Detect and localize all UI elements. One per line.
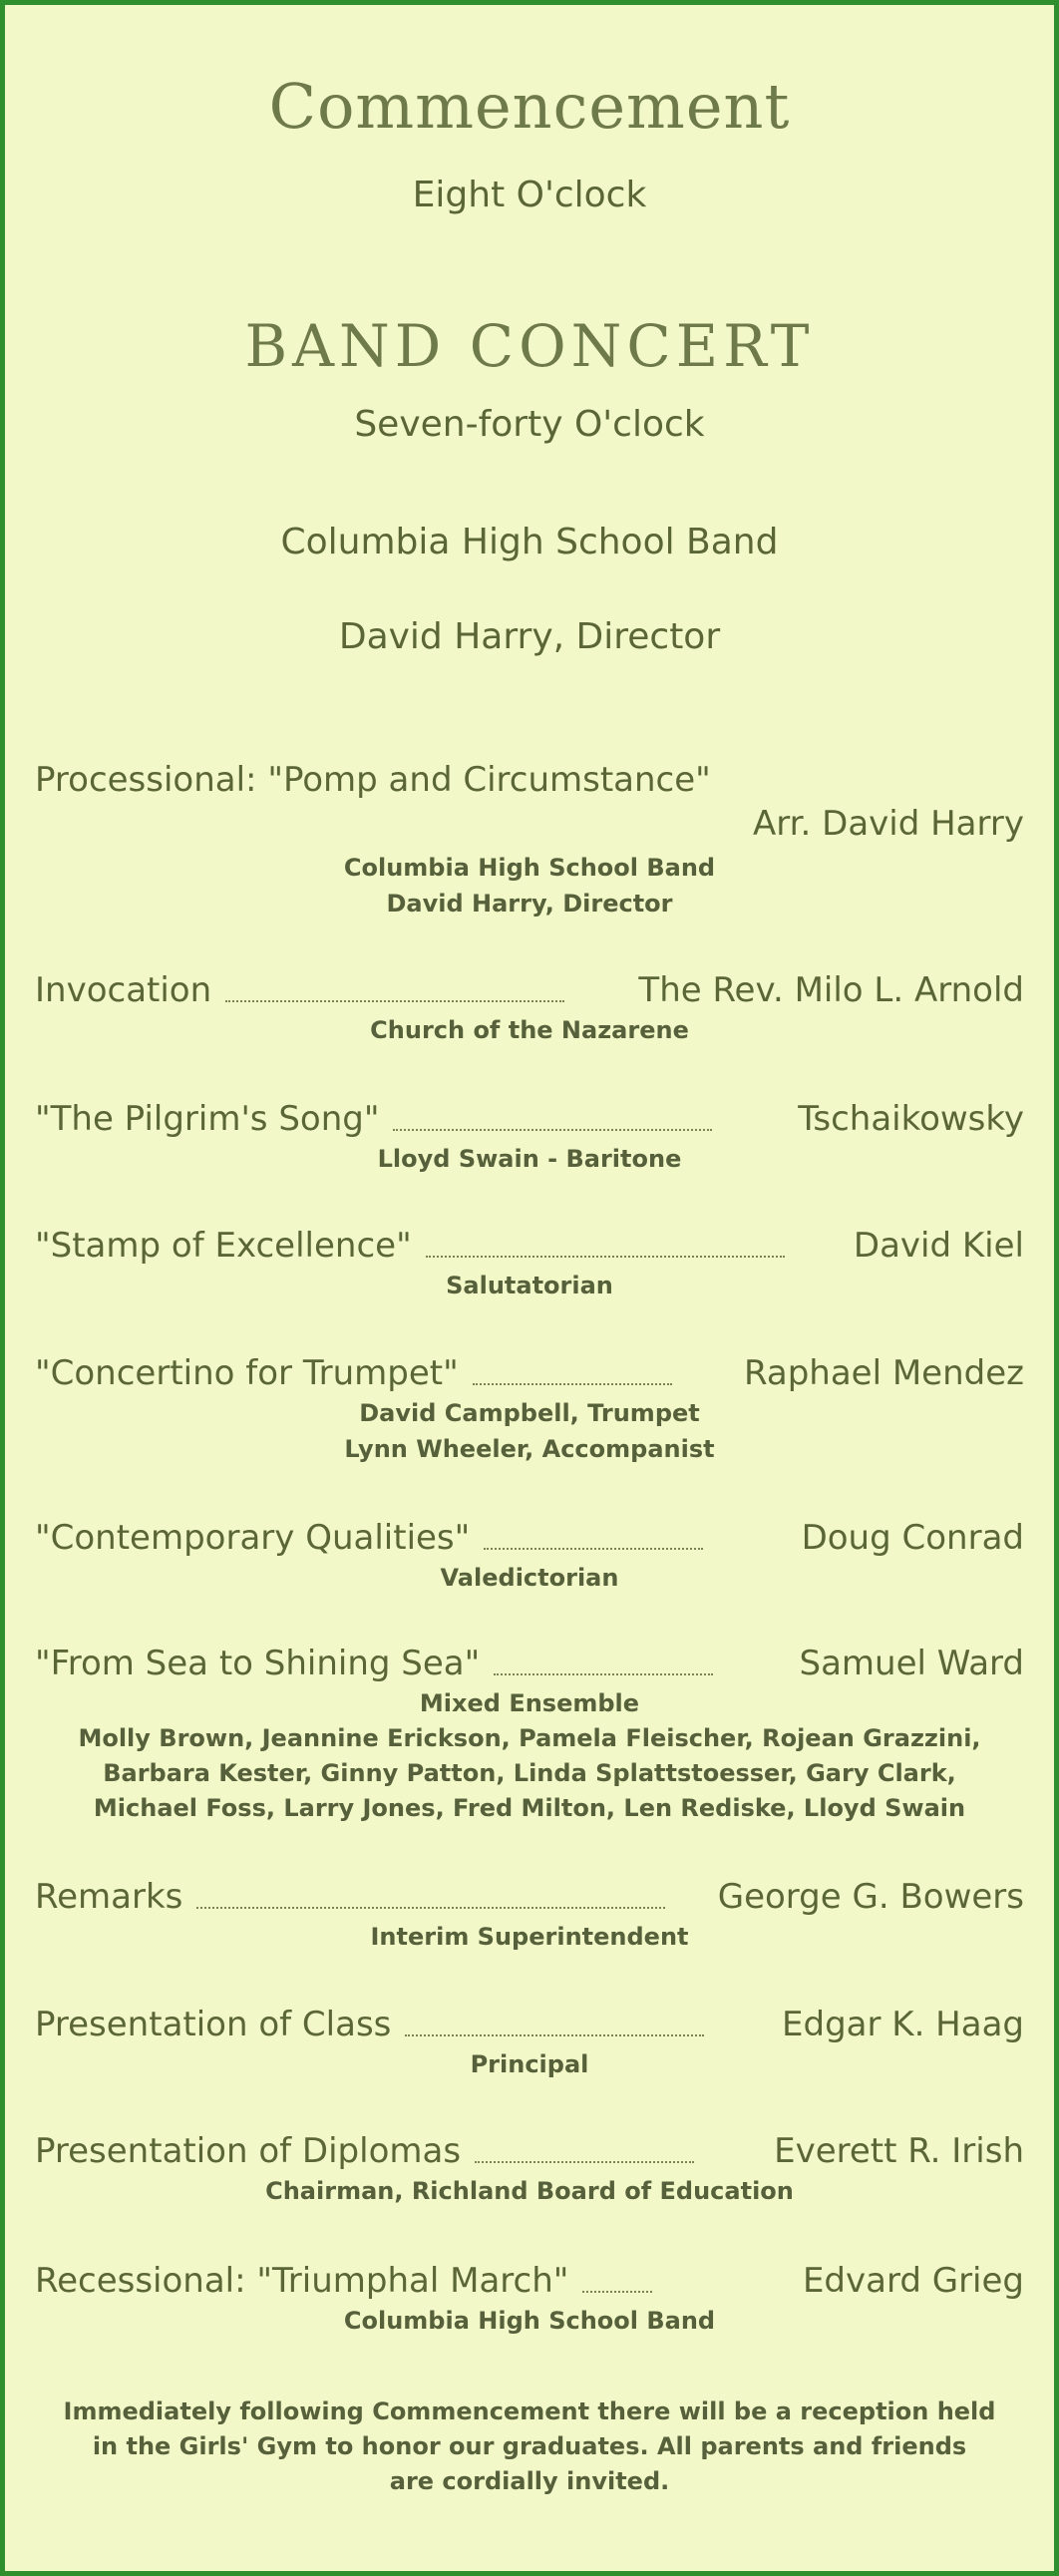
item-performer: Tschaikowsky — [798, 1099, 1024, 1139]
dotted-leader — [393, 1127, 712, 1131]
program-item-pilgrims-song — [35, 1097, 1024, 1177]
ensemble-names-line: Michael Foss, Larry Jones, Fred Milton, Len Rediske, Lloyd Swain — [93, 1794, 966, 1822]
item-title: Presentation of Diplomas — [35, 2131, 462, 2171]
item-title: Recessional: "Triumphal March" — [35, 2261, 569, 2301]
dotted-leader — [582, 2289, 652, 2293]
item-subtitle: Chairman, Richland Board of Education — [265, 2177, 794, 2205]
item-subtitle: Principal — [470, 2050, 589, 2078]
program-item-concertino — [35, 1351, 1024, 1467]
program-item-recessional — [35, 2259, 1024, 2339]
item-subtitle: Church of the Nazarene — [370, 1016, 689, 1044]
reception-note-line: in the Girls' Gym to honor our graduates. All parents and friends — [92, 2432, 967, 2460]
item-performer: Samuel Ward — [799, 1644, 1024, 1683]
item-title: Invocation — [35, 970, 212, 1010]
item-subtitle: Valedictorian — [440, 1564, 619, 1592]
dotted-leader — [475, 2159, 694, 2163]
reception-note-line: are cordially invited. — [389, 2467, 670, 2495]
program-item-sea-to-shining-sea — [35, 1642, 1024, 1826]
program-item-presentation-of-class — [35, 2003, 1024, 2082]
item-subtitle: Mixed Ensemble — [419, 1689, 640, 1717]
program-item-processional — [35, 758, 1024, 921]
item-subtitle: Salutatorian — [446, 1272, 613, 1299]
program-item-stamp-of-excellence — [35, 1224, 1024, 1303]
reception-note — [35, 2394, 1024, 2499]
item-title: Remarks — [35, 1877, 183, 1917]
item-performer: The Rev. Milo L. Arnold — [638, 970, 1024, 1010]
band-concert-time: Seven-forty O'clock — [354, 404, 705, 445]
item-title: "From Sea to Shining Sea" — [35, 1644, 481, 1683]
dotted-leader — [405, 2032, 704, 2036]
ensemble-names-line: Molly Brown, Jeannine Erickson, Pamela Fleischer, Rojean Grazzini, — [78, 1724, 981, 1752]
program-item-presentation-of-diplomas — [35, 2129, 1024, 2209]
band-concert-heading: BAND CONCERT — [244, 312, 815, 380]
item-subtitle: Lynn Wheeler, Accompanist — [344, 1435, 715, 1463]
commencement-time: Eight O'clock — [412, 175, 647, 215]
reception-note-line: Immediately following Commencement there will be a reception held — [63, 2397, 996, 2425]
item-title: "The Pilgrim's Song" — [35, 1099, 380, 1139]
band-director: David Harry, Director — [338, 616, 721, 657]
item-subtitle: David Campbell, Trumpet — [359, 1399, 700, 1427]
dotted-leader — [484, 1546, 703, 1550]
item-performer: Arr. David Harry — [753, 804, 1024, 844]
item-subtitle: Columbia High School Band — [343, 2307, 716, 2335]
item-performer: George G. Bowers — [717, 1877, 1024, 1917]
item-performer: Edvard Grieg — [802, 2261, 1024, 2301]
program-item-invocation — [35, 968, 1024, 1048]
dotted-leader — [494, 1671, 713, 1675]
item-subtitle: Interim Superintendent — [370, 1923, 689, 1951]
dotted-leader — [225, 998, 564, 1002]
item-title: "Contemporary Qualities" — [35, 1518, 471, 1558]
dotted-leader — [473, 1381, 672, 1385]
item-subtitle: Lloyd Swain - Baritone — [377, 1145, 682, 1173]
item-title: Presentation of Class — [35, 2005, 392, 2044]
dotted-leader — [426, 1254, 785, 1258]
item-performer: Everett R. Irish — [774, 2131, 1024, 2171]
item-performer: David Kiel — [853, 1226, 1024, 1266]
item-title: Processional: "Pomp and Circumstance" — [35, 760, 711, 800]
program-item-contemporary-qualities — [35, 1516, 1024, 1596]
item-subtitle: David Harry, Director — [386, 890, 673, 918]
item-title: "Stamp of Excellence" — [35, 1226, 412, 1266]
dotted-leader — [196, 1905, 665, 1909]
item-subtitle: Columbia High School Band — [343, 854, 716, 882]
item-performer: Edgar K. Haag — [782, 2005, 1024, 2044]
item-performer: Raphael Mendez — [744, 1353, 1024, 1393]
item-performer: Doug Conrad — [801, 1518, 1024, 1558]
ensemble-names-line: Barbara Kester, Ginny Patton, Linda Splattstoesser, Gary Clark, — [103, 1759, 956, 1787]
item-title: "Concertino for Trumpet" — [35, 1353, 459, 1393]
program-item-remarks — [35, 1875, 1024, 1955]
band-name: Columbia High School Band — [280, 522, 779, 562]
commencement-heading: Commencement — [268, 70, 791, 143]
